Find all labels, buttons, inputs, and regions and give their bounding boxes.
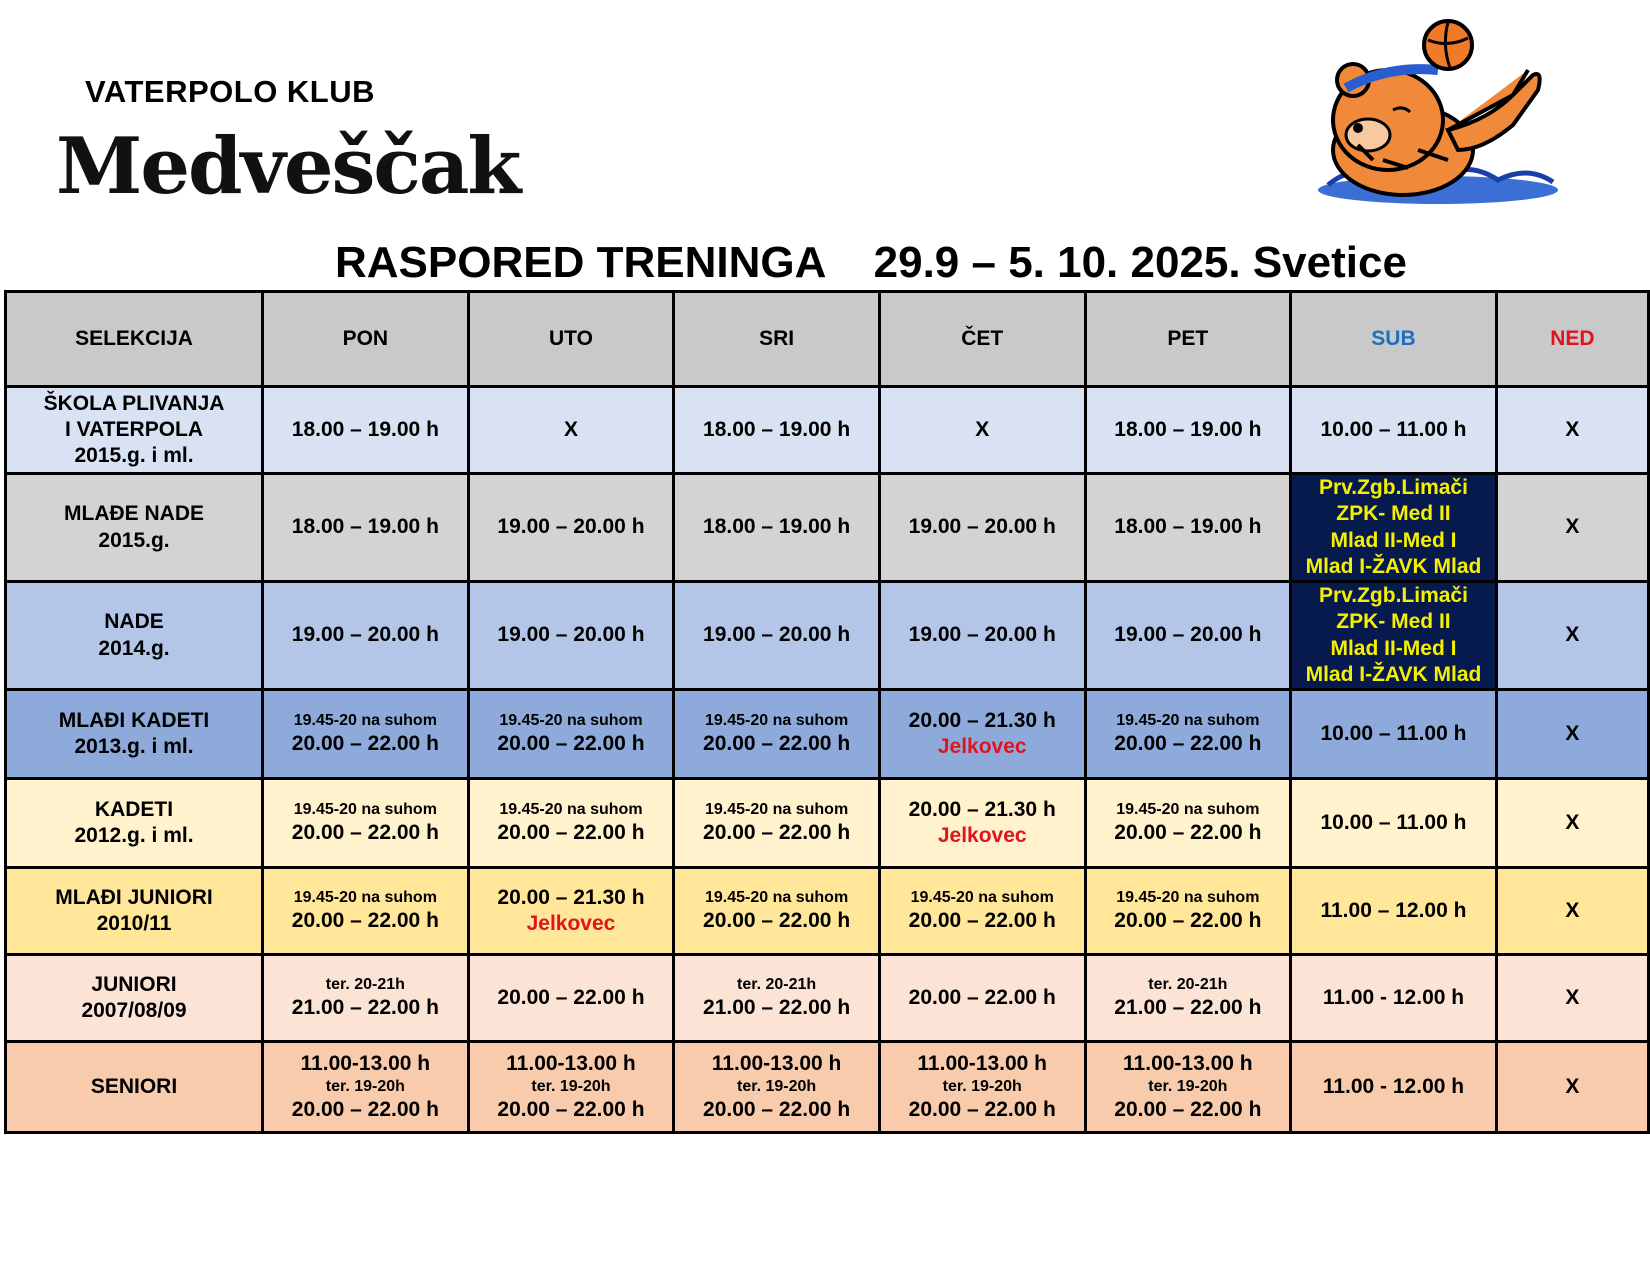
schedule-title: RASPORED TRENINGA 29.9 – 5. 10. 2025. Svetice <box>335 238 1407 287</box>
schedule-cell <box>1496 955 1648 1042</box>
schedule-cell <box>263 474 469 582</box>
time-main: X <box>563 417 578 441</box>
time-main: 11.00 - 12.00 h <box>1322 1074 1465 1098</box>
time-main: 20.00 – 22.00 h <box>291 731 439 755</box>
group-name-line: JUNIORI <box>91 972 177 996</box>
schedule-cell <box>1291 474 1497 582</box>
group-name-cell <box>6 779 263 868</box>
table-row <box>6 779 1649 868</box>
schedule-cell <box>263 582 469 690</box>
time-main: 20.00 – 22.00 h <box>291 820 439 844</box>
time-main: X <box>1565 1074 1580 1098</box>
time-main: 18.00 – 19.00 h <box>291 417 439 441</box>
time-main: 20.00 – 22.00 h <box>908 985 1056 1009</box>
schedule-cell <box>468 955 674 1042</box>
dryland-note: 19.45-20 na suhom <box>910 888 1054 906</box>
time-main: 19.00 – 20.00 h <box>703 623 851 647</box>
time-main: 11.00-13.00 h <box>917 1051 1048 1075</box>
schedule-cell <box>263 779 469 868</box>
time-main: 11.00 - 12.00 h <box>1322 985 1465 1009</box>
match-info-line: Mlad I-ŽAVK Mlad <box>1305 662 1482 686</box>
dryland-note: 19.45-20 na suhom <box>499 711 643 729</box>
schedule-cell <box>879 955 1085 1042</box>
gym-note: ter. 19-20h <box>1148 1078 1228 1095</box>
schedule-cell <box>879 474 1085 582</box>
time-main: X <box>1565 985 1580 1009</box>
schedule-cell <box>263 387 469 474</box>
time-main: 20.00 – 22.00 h <box>291 1098 439 1121</box>
group-name-cell <box>6 582 263 690</box>
schedule-cell <box>879 690 1085 779</box>
time-main: 19.00 – 20.00 h <box>908 515 1056 539</box>
schedule-cell <box>879 387 1085 474</box>
dryland-note: 19.45-20 na suhom <box>705 711 849 729</box>
time-main: 11.00-13.00 h <box>300 1051 431 1075</box>
location-note: Jelkovec <box>937 735 1027 758</box>
time-main: 20.00 – 22.00 h <box>703 908 851 932</box>
time-main: 18.00 – 19.00 h <box>1114 417 1262 441</box>
time-main: 21.00 – 22.00 h <box>703 995 851 1019</box>
schedule-cell <box>674 779 880 868</box>
time-main: 20.00 – 22.00 h <box>703 1098 851 1121</box>
schedule-cell <box>674 387 880 474</box>
column-header-cet: ČET <box>879 292 1085 387</box>
time-main: 20.00 – 22.00 h <box>908 908 1056 932</box>
time-main: 21.00 – 22.00 h <box>291 995 439 1019</box>
gym-note: ter. 20-21h <box>325 975 405 993</box>
schedule-cell <box>1496 779 1648 868</box>
group-name-cell <box>6 1042 263 1133</box>
table-row <box>6 690 1649 779</box>
gym-note: ter. 19-20h <box>942 1078 1022 1095</box>
schedule-cell <box>1085 387 1291 474</box>
time-main: 20.00 – 21.30 h <box>908 797 1056 821</box>
time-main: 20.00 – 22.00 h <box>497 985 645 1009</box>
time-main: X <box>975 417 990 441</box>
schedule-cell <box>879 868 1085 955</box>
header-row <box>6 292 1649 387</box>
schedule-cell <box>879 779 1085 868</box>
time-main: 20.00 – 22.00 h <box>1114 731 1262 755</box>
schedule-cell <box>1085 474 1291 582</box>
group-name-line: NADE <box>104 610 164 634</box>
schedule-cell <box>1085 1042 1291 1133</box>
time-main: 20.00 – 22.00 h <box>497 1098 645 1121</box>
time-main: 19.00 – 20.00 h <box>497 515 645 539</box>
schedule-cell <box>674 868 880 955</box>
schedule-cell <box>263 1042 469 1133</box>
schedule-cell <box>1496 1042 1648 1133</box>
time-main: 20.00 – 22.00 h <box>703 820 851 844</box>
schedule-cell <box>468 582 674 690</box>
schedule-cell <box>674 474 880 582</box>
schedule-cell <box>879 1042 1085 1133</box>
group-name-line: 2012.g. i ml. <box>74 824 194 847</box>
table-row <box>6 868 1649 955</box>
time-main: 20.00 – 22.00 h <box>291 908 439 932</box>
schedule-cell <box>1085 955 1291 1042</box>
schedule-cell <box>468 1042 674 1133</box>
schedule-cell <box>263 955 469 1042</box>
gym-note: ter. 20-21h <box>737 975 817 993</box>
dryland-note: 19.45-20 na suhom <box>1116 711 1260 729</box>
time-main: 11.00-13.00 h <box>506 1051 636 1075</box>
schedule-cell <box>879 582 1085 690</box>
time-main: 21.00 – 22.00 h <box>1114 995 1262 1019</box>
schedule-cell <box>468 779 674 868</box>
schedule-cell <box>468 474 674 582</box>
group-name-cell <box>6 868 263 955</box>
time-main: 20.00 – 22.00 h <box>1114 820 1262 844</box>
dryland-note: 19.45-20 na suhom <box>293 888 437 906</box>
group-name-cell <box>6 474 263 582</box>
time-main: 20.00 – 22.00 h <box>1114 1098 1262 1121</box>
location-note: Jelkovec <box>937 824 1027 847</box>
time-main: 10.00 – 11.00 h <box>1320 810 1467 834</box>
time-main: 19.00 – 20.00 h <box>497 623 645 647</box>
schedule-cell <box>1291 868 1497 955</box>
time-main: 20.00 – 21.30 h <box>908 708 1056 732</box>
group-name-line: 2010/11 <box>96 912 172 935</box>
column-header-ned: NED <box>1496 292 1648 387</box>
time-main: 18.00 – 19.00 h <box>1114 515 1262 539</box>
match-info-line: Prv.Zgb.Limači <box>1318 476 1468 499</box>
dryland-note: 19.45-20 na suhom <box>293 711 437 729</box>
schedule-cell <box>1291 690 1497 779</box>
group-name-line: 2007/08/09 <box>81 999 187 1022</box>
schedule-cell <box>1291 779 1497 868</box>
bear-mascot-icon <box>1298 10 1588 210</box>
column-header-sri: SRI <box>674 292 880 387</box>
match-info-line: Prv.Zgb.Limači <box>1318 584 1468 607</box>
time-main: 10.00 – 11.00 h <box>1320 721 1467 745</box>
schedule-cell <box>1291 1042 1497 1133</box>
schedule-cell <box>1085 779 1291 868</box>
schedule-cell <box>1291 387 1497 474</box>
time-main: 18.00 – 19.00 h <box>703 515 851 539</box>
column-header-selekcija: SELEKCIJA <box>6 292 263 387</box>
schedule-cell <box>1085 690 1291 779</box>
location-note: Jelkovec <box>526 912 616 935</box>
time-main: 20.00 – 22.00 h <box>497 820 645 844</box>
schedule-cell <box>1496 868 1648 955</box>
table-row <box>6 387 1649 474</box>
time-main: 20.00 – 22.00 h <box>1114 908 1262 932</box>
group-name-line: MLAĐE NADE <box>64 502 205 526</box>
schedule-cell <box>1496 582 1648 690</box>
group-name-cell <box>6 690 263 779</box>
time-main: X <box>1565 417 1580 441</box>
time-main: 20.00 – 22.00 h <box>703 731 851 755</box>
schedule-cell <box>1085 582 1291 690</box>
time-main: 20.00 – 22.00 h <box>497 731 645 755</box>
schedule-cell <box>1496 474 1648 582</box>
club-logo: Medveščak <box>56 121 520 212</box>
gym-note: ter. 19-20h <box>325 1078 405 1095</box>
time-main: 18.00 – 19.00 h <box>703 417 851 441</box>
training-schedule-table <box>4 290 1650 1134</box>
schedule-cell <box>468 387 674 474</box>
group-name-line: 2015.g. i ml. <box>74 444 194 468</box>
dryland-note: 19.45-20 na suhom <box>499 800 643 818</box>
gym-note: ter. 19-20h <box>531 1078 611 1095</box>
table-row <box>6 955 1649 1042</box>
gym-note: ter. 20-21h <box>1148 975 1228 993</box>
group-name-cell <box>6 387 263 474</box>
club-label: VATERPOLO KLUB <box>85 74 376 109</box>
time-main: X <box>1565 515 1580 539</box>
time-main: 11.00-13.00 h <box>1123 1051 1253 1075</box>
schedule-cell <box>1291 582 1497 690</box>
schedule-cell <box>674 690 880 779</box>
column-header-sub: SUB <box>1291 292 1497 387</box>
table-row <box>6 1042 1649 1133</box>
gym-note: ter. 19-20h <box>737 1078 817 1095</box>
time-main: 20.00 – 21.30 h <box>497 885 645 909</box>
match-info-line: ZPK- Med II <box>1336 610 1451 634</box>
group-name-line: 2013.g. i ml. <box>74 735 194 758</box>
group-name-line: I VATERPOLA <box>64 417 204 441</box>
time-main: 20.00 – 22.00 h <box>908 1098 1056 1121</box>
dryland-note: 19.45-20 na suhom <box>1116 888 1260 906</box>
time-main: 18.00 – 19.00 h <box>291 515 439 539</box>
schedule-cell <box>263 690 469 779</box>
schedule-cell <box>674 955 880 1042</box>
group-name-line: ŠKOLA PLIVANJA <box>43 391 225 415</box>
table-row <box>6 582 1649 690</box>
dryland-note: 19.45-20 na suhom <box>705 800 849 818</box>
time-main: 11.00-13.00 h <box>711 1051 842 1075</box>
schedule-cell <box>468 868 674 955</box>
time-main: 19.00 – 20.00 h <box>1114 623 1262 647</box>
group-name-line: MLAĐI KADETI <box>58 708 210 732</box>
schedule-cell <box>468 690 674 779</box>
time-main: X <box>1565 810 1580 834</box>
group-name-line: 2015.g. <box>98 528 170 552</box>
group-name-cell <box>6 955 263 1042</box>
match-info-line: Mlad II-Med I <box>1330 528 1457 552</box>
group-name-line: 2014.g. <box>98 636 170 660</box>
match-info-line: Mlad I-ŽAVK Mlad <box>1305 554 1482 578</box>
schedule-cell <box>1496 387 1648 474</box>
match-info-line: Mlad II-Med I <box>1330 636 1457 660</box>
schedule-cell <box>1085 868 1291 955</box>
time-main: 19.00 – 20.00 h <box>291 623 439 647</box>
schedule-cell <box>674 582 880 690</box>
dryland-note: 19.45-20 na suhom <box>705 888 849 906</box>
match-info-line: ZPK- Med II <box>1336 502 1451 526</box>
dryland-note: 19.45-20 na suhom <box>1116 800 1260 818</box>
schedule-cell <box>674 1042 880 1133</box>
column-header-uto: UTO <box>468 292 674 387</box>
table-row <box>6 474 1649 582</box>
column-header-pon: PON <box>263 292 469 387</box>
column-header-pet: PET <box>1085 292 1291 387</box>
dryland-note: 19.45-20 na suhom <box>293 800 437 818</box>
schedule-cell <box>263 868 469 955</box>
schedule-cell <box>1496 690 1648 779</box>
group-name-line: SENIORI <box>90 1074 178 1098</box>
group-name-line: KADETI <box>94 797 174 821</box>
time-main: 10.00 – 11.00 h <box>1320 417 1467 441</box>
time-main: X <box>1565 623 1580 647</box>
time-main: X <box>1565 898 1580 922</box>
group-name-line: MLAĐI JUNIORI <box>55 885 213 909</box>
time-main: X <box>1565 721 1580 745</box>
time-main: 11.00 – 12.00 h <box>1320 898 1467 922</box>
schedule-cell <box>1291 955 1497 1042</box>
time-main: 19.00 – 20.00 h <box>908 623 1056 647</box>
